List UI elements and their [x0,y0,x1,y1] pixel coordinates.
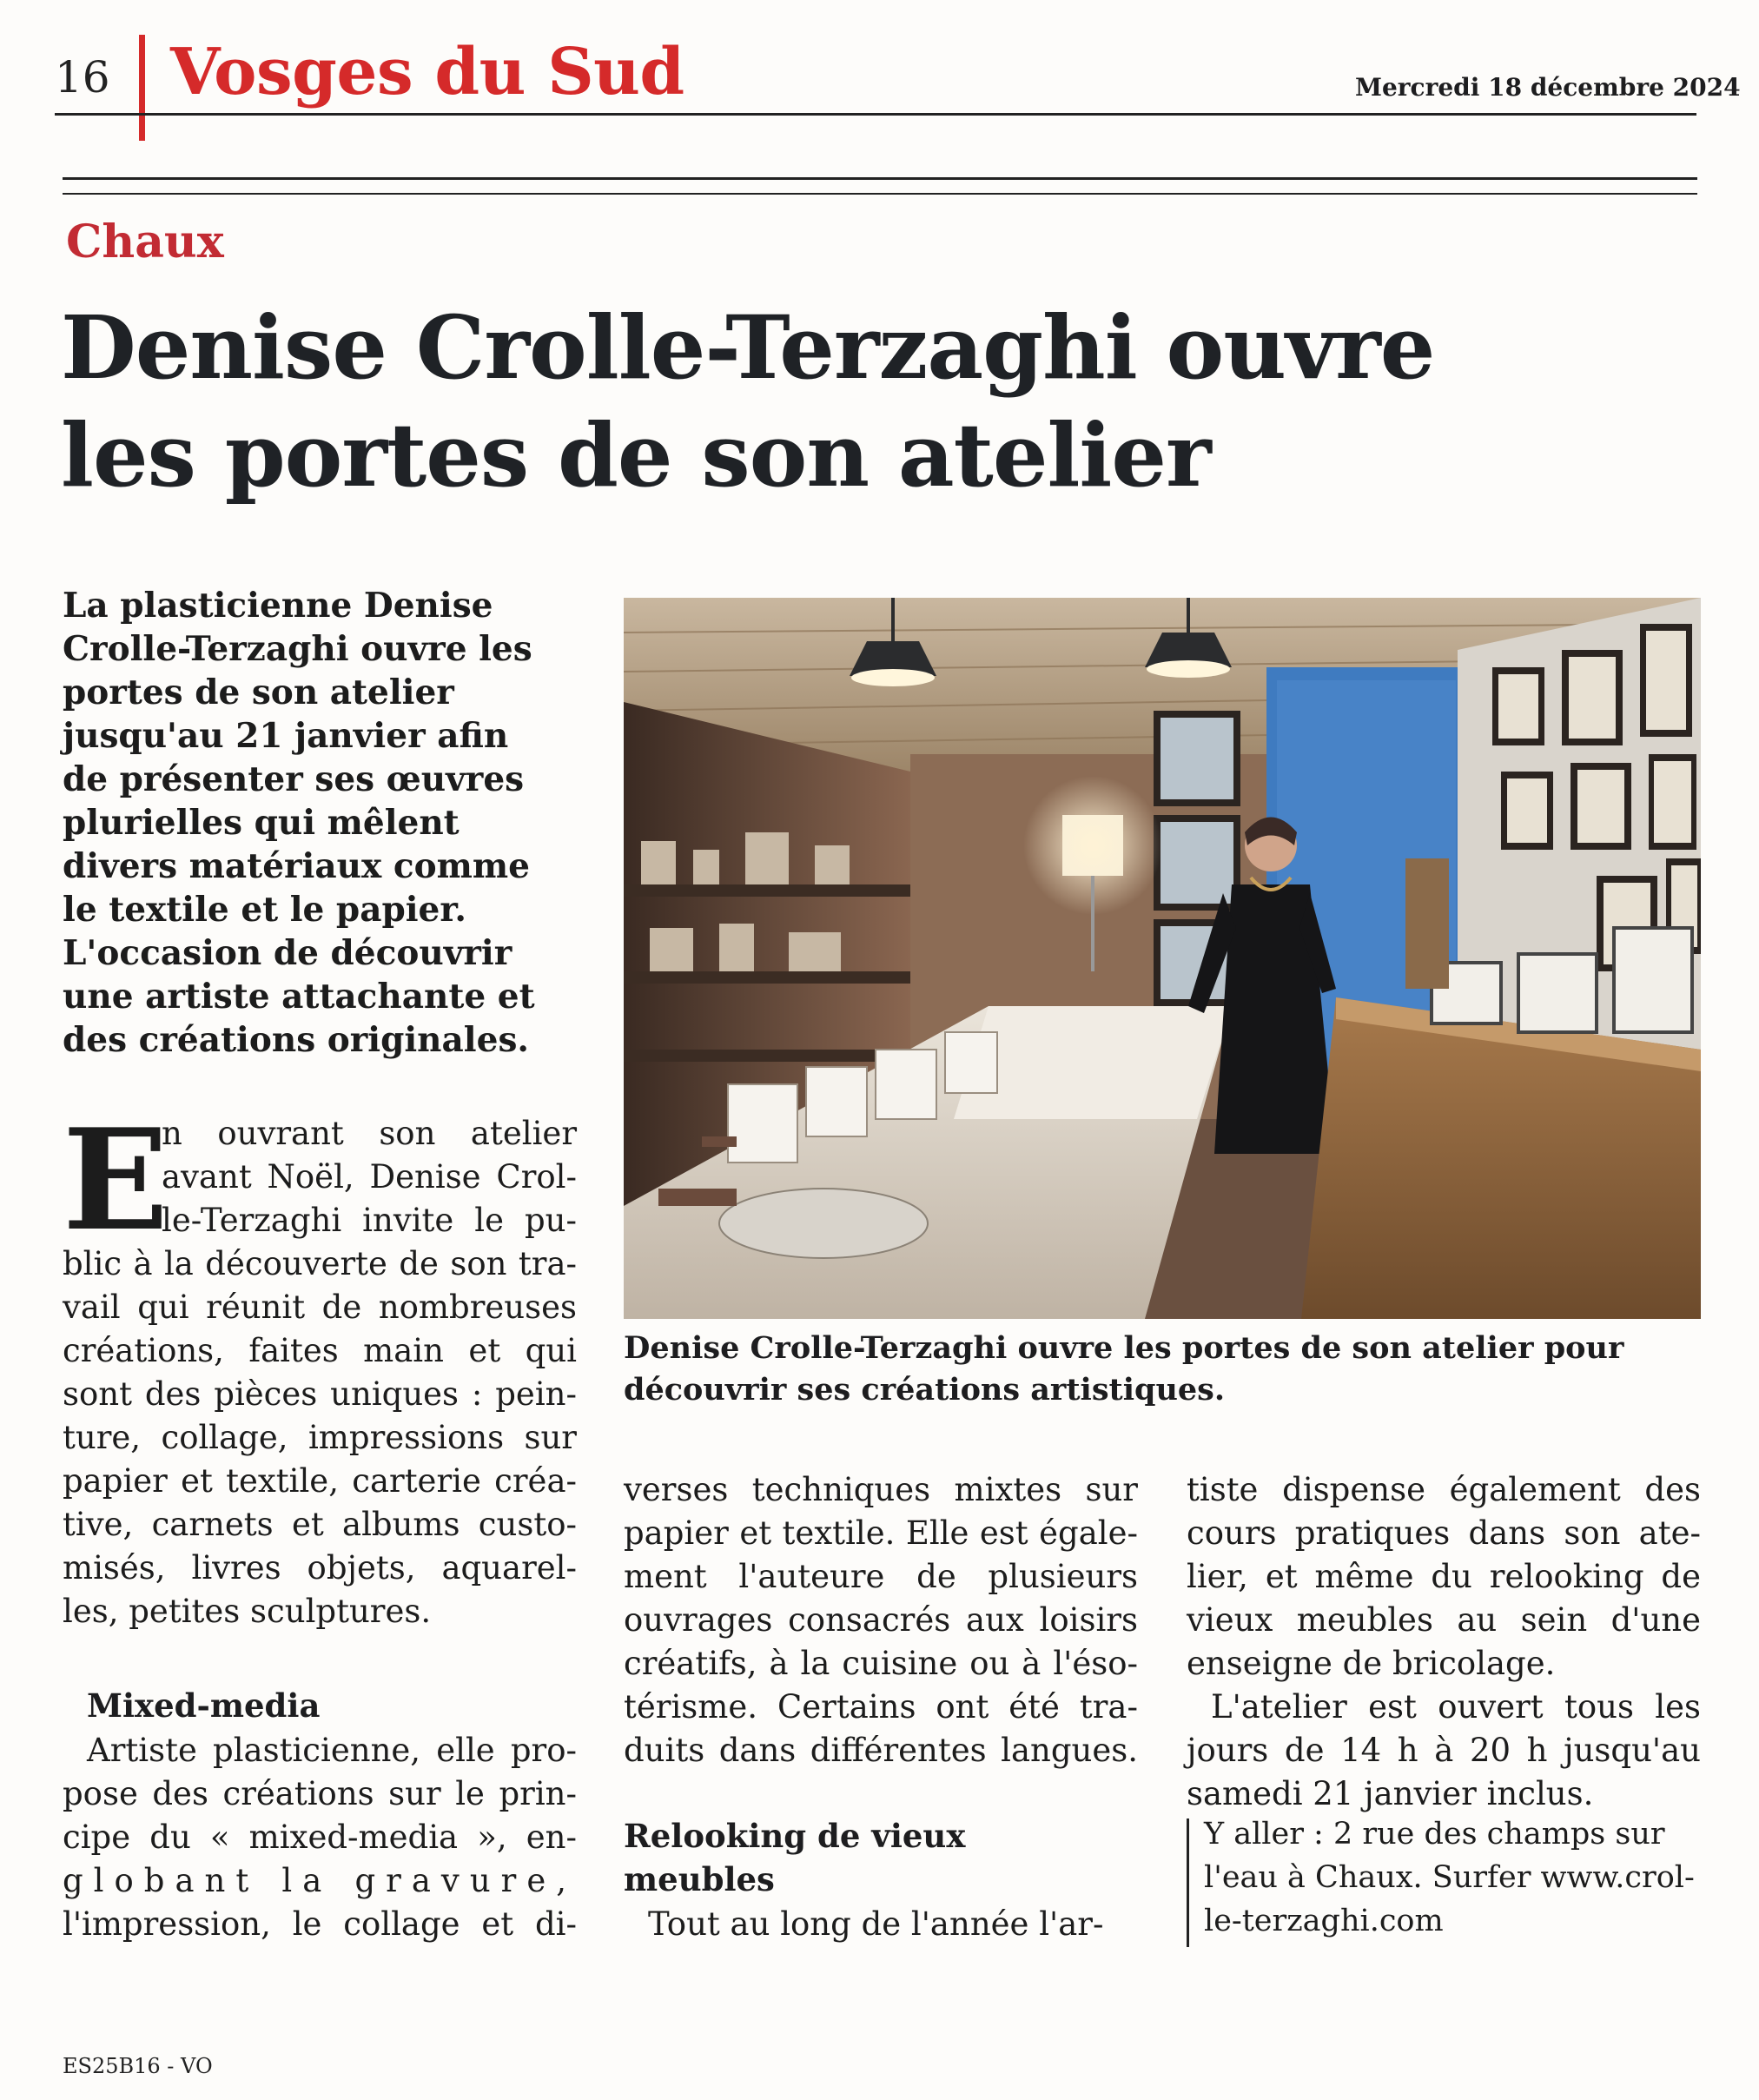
subheading-line: meubles [624,1860,775,1898]
practical-info [1204,1812,1708,1943]
body-line: le-Terzaghi invite le pu- [162,1202,577,1239]
body-line: térisme. Certains ont été tra- [624,1688,1138,1726]
subheading-relooking [624,1814,1138,1901]
info-box-bar [1187,1818,1189,1947]
body-line: papier et textile, carterie créa- [63,1462,577,1500]
article-top-rule-thin [63,193,1697,195]
article-photo [624,598,1701,1319]
subheading-mixed-media: Mixed-media [87,1686,321,1725]
body-line: verses techniques mixtes sur [624,1471,1138,1508]
body-line: ouvrages consacrés aux loisirs [624,1601,1138,1639]
chapeau-line: de présenter ses œuvres [63,759,525,799]
body-line: cipe du « mixed-media », en- [63,1818,577,1856]
headline-line: Denise Crolle-Terzaghi ouvre [61,296,1435,399]
body-line: misés, livres objets, aquarel- [63,1549,577,1587]
body-line: tive, carnets et albums custo- [63,1506,577,1543]
chapeau [63,584,584,1062]
chapeau-line: une artiste attachante et [63,977,535,1017]
chapeau-line: Crolle-Terzaghi ouvre les [63,629,532,669]
body-line: sont des pièces uniques : pein- [63,1375,577,1413]
body-line: Tout au long de l'année l'ar- [648,1905,1104,1943]
chapeau-line: jusqu'au 21 janvier afin [63,716,509,756]
chapeau-line: L'occasion de découvrir [63,933,512,973]
body-line: pose des créations sur le prin- [63,1775,577,1812]
body-line: les, petites sculptures. [63,1593,432,1630]
body-line: créations, faites main et qui [63,1332,577,1369]
body-line: lier, et même du relooking de [1187,1558,1701,1595]
chapeau-line: divers matériaux comme [63,846,530,886]
body-line: globant la gravure, [63,1862,577,1899]
body-column-3 [1187,1468,1701,1816]
locality-tag: Chaux [66,215,224,268]
body-line: créatifs, à la cuisine ou à l'éso- [624,1645,1138,1682]
header-rule [55,113,1696,116]
chapeau-line: le textile et le papier. [63,890,466,930]
subheading-line: Relooking de vieux [624,1817,966,1855]
body-line: cours pratiques dans son ate- [1187,1514,1701,1552]
body-line: papier et textile. Elle est égale- [624,1514,1138,1552]
body-line: tiste dispense également des [1187,1471,1701,1508]
body-line: Artiste plasticienne, elle pro- [87,1732,577,1769]
photo-caption [624,1328,1709,1411]
chapeau-line: La plasticienne Denise [63,586,493,626]
body-line: jours de 14 h à 20 h jusqu'au [1187,1732,1701,1769]
body-line: ture, collage, impressions sur [63,1419,577,1456]
atelier-photo [624,598,1701,1319]
info-line: le-terzaghi.com [1204,1904,1444,1938]
page-code: ES25B16 - VO [63,2054,213,2078]
chapeau-line: portes de son atelier [63,672,454,712]
body-line: vieux meubles au sein d'une [1187,1601,1701,1639]
body-line: ment l'auteure de plusieurs [624,1558,1138,1595]
body-line: n ouvrant son atelier [162,1115,577,1152]
body-line: l'impression, le collage et di- [63,1905,577,1943]
drop-cap: E [63,1098,169,1262]
headline [61,294,1624,509]
chapeau-line: plurielles qui mêlent [63,803,460,843]
caption-line: découvrir ses créations artistiques. [624,1372,1226,1408]
body-column-2-b [624,1903,1138,1946]
body-line: enseigne de bricolage. [1187,1645,1556,1682]
body-line: L'atelier est ouvert tous les [1211,1688,1701,1726]
info-line: Y aller : 2 rue des champs sur [1204,1817,1665,1852]
body-line: avant Noël, Denise Crol- [162,1158,577,1196]
body-column-2 [624,1468,1138,1772]
page-number: 16 [55,52,110,103]
body-line: blic à la découverte de son tra- [63,1245,577,1282]
info-line: l'eau à Chaux. Surfer www.crol- [1204,1860,1695,1895]
body-column-1-mixed [63,1729,577,1946]
body-column-1-intro [63,1098,577,1633]
headline-line: les portes de son atelier [61,404,1211,507]
section-accent-bar [139,35,145,141]
article-top-rule [63,177,1697,180]
caption-line: Denise Crolle-Terzaghi ouvre les portes de son atelier pour [624,1330,1624,1366]
section-name: Vosges du Sud [170,35,684,109]
body-line: duits dans différentes langues. [624,1732,1138,1769]
chapeau-line: des créations originales. [63,1020,529,1060]
body-line: samedi 21 janvier inclus. [1187,1775,1594,1812]
issue-date: Mercredi 18 décembre 2024 [1355,73,1741,102]
body-line: vail qui réunit de nombreuses [63,1288,577,1326]
